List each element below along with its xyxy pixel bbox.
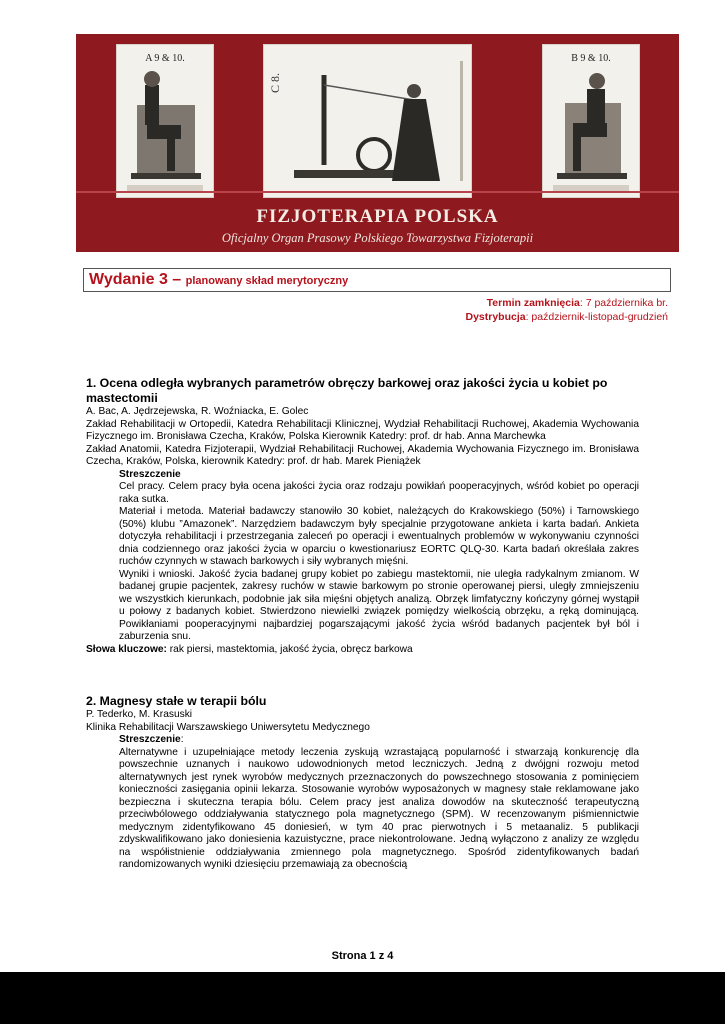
abstract-label: Streszczenie xyxy=(119,468,181,480)
photo-caption-left: A 9 & 10. xyxy=(145,53,185,64)
edition-number: Wydanie 3 – xyxy=(89,271,182,288)
article-2 xyxy=(86,694,639,872)
articles-content xyxy=(86,376,639,872)
article-authors: P. Tederko, M. Krasuski xyxy=(86,709,193,720)
abstract-label: Streszczenie: xyxy=(119,734,184,745)
header-banner xyxy=(76,34,679,252)
keywords-label: Słowa kluczowe: xyxy=(86,643,167,655)
vintage-photo-left xyxy=(116,44,214,198)
edition-header-box xyxy=(83,268,671,292)
keywords-line xyxy=(86,644,639,657)
article-title: 1. Ocena odległa wybranych parametrów obręczy barkowej oraz jakości życia u kobiet po mastectomii xyxy=(86,376,608,405)
deadline-line xyxy=(487,297,668,309)
journal-title: FIZJOTERAPIA POLSKA xyxy=(256,206,499,227)
article-authors: A. Bac, A. Jędrzejewska, R. Woźniacka, E. Golec xyxy=(86,406,309,417)
seated-man-chair-image xyxy=(543,45,639,197)
banner-divider xyxy=(76,191,679,193)
article-affiliation: Klinika Rehabilitacji Warszawskiego Uniwersytetu Medycznego xyxy=(86,721,370,733)
vintage-photo-center xyxy=(263,44,472,198)
abstract-results: Wyniki i wnioski. Jakość życia badanej grupy kobiet po zabiegu mastektomii, nie uległa radykalnym zmianom. W badanej grupie pacjentek, zakresy ruchów w stawie barkowym po stronie operowanej piersi, uległy zmniejszeniu we wszystkich kierunkach, podobnie jak siła mięśni objętych analizą. Obrzęk limfatyczny kończyny górnej wystąpił u połowy z badanych kobiet. Stwierdzono niewielki związek pomiędzy wielkością obrzęku, a ręką dominującą. Powikłaniami pooperacyjnymi najbardziej pogarszającymi jakość życia wśród badanych pacjentek był ból i zaburzenia snu. xyxy=(119,568,639,642)
article-1 xyxy=(86,376,639,656)
distribution-line xyxy=(465,311,668,323)
article-affiliation: Zakład Rehabilitacji w Ortopedii, Katedra Rehabilitacji Klinicznej, Wydział Rehabilitacji Ruchowej, Akademia Wychowania Fizycznego im. Bronisława Czecha, Kraków, Polska Kierownik Katedry: prof. dr hab. Anna Marchewka xyxy=(86,418,639,442)
abstract-aim: Cel pracy. Celem pracy była ocena jakości życia oraz rodzaju powikłań pooperacyjnych, wśród kobiet po operacji raka sutka. xyxy=(119,481,639,505)
edition-title xyxy=(89,271,348,289)
deadline-value: : 7 października br. xyxy=(579,297,668,309)
page-number: Strona 1 z 4 xyxy=(331,950,394,962)
article-affiliation: Zakład Anatomii, Katedra Fizjoterapii, Wydział Rehabilitacji Ruchowej, Akademia Wychowania Fizycznego im. Bronisława Czecha, Kraków, Polska, kierownik Katedry: prof. dr hab. Marek Pieniążek xyxy=(86,443,639,467)
vintage-photo-right xyxy=(542,44,640,198)
exercise-machine-woman-image xyxy=(264,45,471,197)
abstract-body: Alternatywne i uzupełniające metody leczenia zyskują wzrastającą popularność i stwarzają konkurencję dla powszechnie uznanych i naukowo udowodnionych metod leczniczych. Jedną z dwójgni rozwoju metod alternatywnych jest rynek wyrobów medycznych przeznaczonych do powszechnego stosowania z pominięciem konieczności zasięgania opinii lekarza. Stosowanie wyrobów wyposażonych w magnesy stałe reklamowane jako bezpieczna i skuteczna terapia bólu. Celem pracy jest analiza dowodów na skuteczność terapeutyczną przeciwbólowego oddziaływania statycznego pola magnetycznego (SPM). W recenzowanym piśmiennictwie medycznym zidentyfikowano 45 doniesień, w tym 40 prac pierwotnych i 5 metaanaliz. 5 publikacji zdyskwalifikowano jako doniesienia kazuistyczne, prace niekontrolowane. Jedną wyłączono z analizy ze względu na współistnienie oddziaływania zmiennego pola magnetycznego. Spośród zidentyfikowanych badań randomizowanych wyniki dziesięciu przemawiają za obecnością xyxy=(119,746,639,870)
keywords-value: rak piersi, mastektomia, jakość życia, obręcz barkowa xyxy=(166,643,413,655)
seated-man-machine-image xyxy=(117,45,213,197)
journal-subtitle: Oficjalny Organ Prasowy Polskiego Towarzystwa Fizjoterapii xyxy=(221,231,534,245)
abstract-methods: Materiał i metoda. Materiał badawczy stanowiło 30 kobiet, należących do Krakowskiego (50%) i Tarnowskiego (50%) klubu ”Amazonek”. Narzędziem badawczym były specjalnie przygotowane ankieta i karta badań. Ankieta dotyczyła rehabilitacji i przestrzegania zaleceń po operacji i ewentualnych problemów w wykonywaniu czynności dnia codziennego oraz jakości życia w oparciu o kwestionariusz EORTC QLQ-30. Karta badań określała zakres ruchów czynnych w stawach barkowych i siły wybranych mięśni. xyxy=(119,506,639,567)
distribution-value: : październik-listopad-grudzień xyxy=(525,311,668,323)
photo-side-label: C 8. xyxy=(268,72,282,93)
deadline-label: Termin zamknięcia xyxy=(486,297,580,309)
distribution-label: Dystrybucja xyxy=(465,311,526,323)
photo-caption-right: B 9 & 10. xyxy=(571,53,611,64)
footer-bar xyxy=(0,972,725,1024)
edition-subtitle: planowany skład merytoryczny xyxy=(185,275,349,287)
article-title: 2. Magnesy stałe w terapii bólu xyxy=(86,694,267,708)
